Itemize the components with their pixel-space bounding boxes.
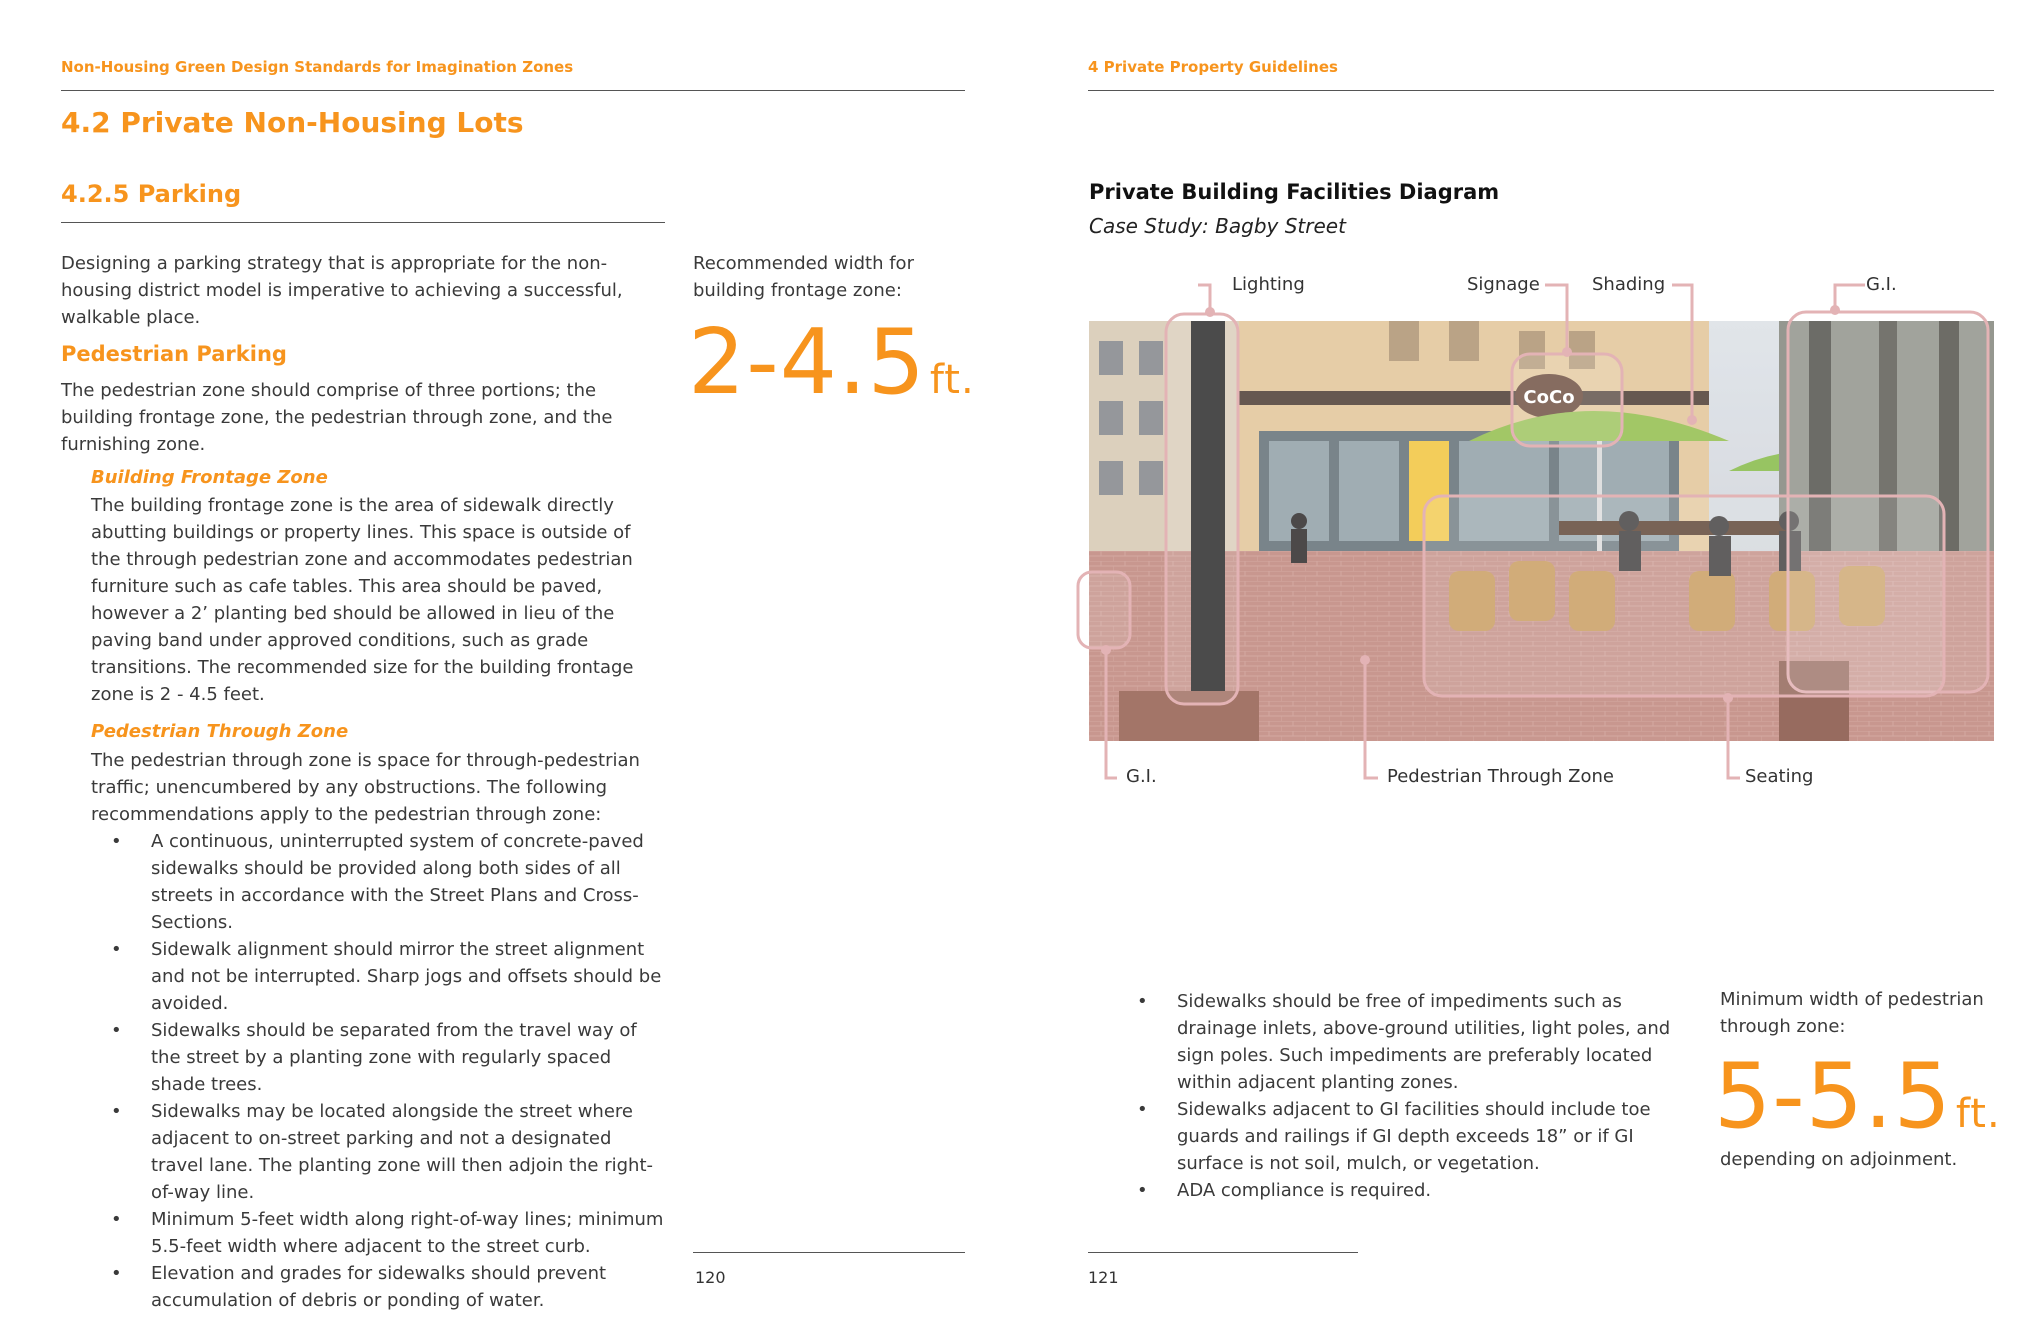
pedestrian-through-text: The pedestrian through zone is space for through-pedestrian traffic; unencumbered by any obstructions. The following recommendations apply to the pedestrian through zone: <box>91 750 640 825</box>
callout-seating: Seating <box>1745 766 1814 787</box>
diagram-title: Private Building Facilities Diagram <box>1089 180 1500 204</box>
pedestrian-parking-heading: Pedestrian Parking <box>61 342 287 366</box>
footer-rule-right <box>1088 1252 1358 1253</box>
running-head-right: 4 Private Property Guidelines <box>1088 58 1338 76</box>
diagram-subtitle: Case Study: Bagby Street <box>1089 214 1346 238</box>
page-number-right: 121 <box>1088 1268 1119 1287</box>
pedestrian-parking-text: The pedestrian zone should comprise of three portions; the building frontage zone, the pedestrian through zone, and the furnishing zone. <box>61 380 613 455</box>
running-head-left: Non-Housing Green Design Standards for Imagination Zones <box>61 58 574 76</box>
through-width-value: 5-5.5 <box>1714 1044 1952 1149</box>
frontage-width-label: Recommended width for building frontage zone: <box>693 253 914 301</box>
callout-lighting: Lighting <box>1232 274 1305 295</box>
callout-gi-bottom: G.I. <box>1126 766 1157 787</box>
list-item: • Sidewalk alignment should mirror the street alignment and not be interrupted. Sharp jogs and offsets should be avoided. <box>91 936 669 1017</box>
pedestrian-through-heading: Pedestrian Through Zone <box>91 721 349 742</box>
callout-through-zone: Pedestrian Through Zone <box>1387 766 1614 787</box>
list-item: • Sidewalks should be separated from the travel way of the street by a planting zone with regularly spaced shade trees. <box>91 1017 669 1098</box>
list-item: • Minimum 5-feet width along right-of-way lines; minimum 5.5-feet width where adjacent to the street curb. <box>91 1206 669 1260</box>
building-frontage-heading: Building Frontage Zone <box>91 467 328 488</box>
frontage-width-unit: ft. <box>929 357 975 403</box>
list-item: • A continuous, uninterrupted system of concrete-paved sidewalks should be provided along both sides of all streets in accordance with the Street Plans and Cross-Sections. <box>91 828 669 936</box>
section-title: 4.2 Private Non-Housing Lots <box>61 106 524 139</box>
subsection-title: 4.2.5 Parking <box>61 180 242 208</box>
through-width-note: depending on adjoinment. <box>1720 1149 1958 1170</box>
through-width-figure <box>1714 1044 2001 1149</box>
building-frontage-text: The building frontage zone is the area of sidewalk directly abutting buildings or property lines. This space is outside of the through pedestrian zone and accommodates pedestrian furniture such as cafe tables. This area should be paved, however a 2’ planting bed should be allowed in lieu of the paving band under approved conditions, such as grade transitions. The recommended size for the building frontage zone is 2 - 4.5 feet. <box>91 495 634 705</box>
list-item: • Sidewalks adjacent to GI facilities should include toe guards and railings if GI depth exceeds 18” or if GI surface is not soil, mulch, or vegetation. <box>1117 1096 1685 1177</box>
intro-paragraph: Designing a parking strategy that is appropriate for the non-housing district model is imperative to achieving a successful, walkable place. <box>61 253 623 328</box>
through-width-unit: ft. <box>1955 1091 2001 1137</box>
through-width-label: Minimum width of pedestrian through zone: <box>1720 989 1984 1037</box>
list-item: • ADA compliance is required. <box>1117 1177 1685 1204</box>
frontage-width-value: 2-4.5 <box>688 310 926 415</box>
callout-shading: Shading <box>1592 274 1666 295</box>
coco-sign-text: CoCo <box>1523 387 1575 408</box>
list-item: • Elevation and grades for sidewalks should prevent accumulation of debris or ponding of water. <box>91 1260 669 1314</box>
callout-signage: Signage <box>1467 274 1540 295</box>
page-number-left: 120 <box>695 1268 726 1287</box>
right-bullet-list <box>1117 988 1685 1204</box>
callout-gi-top: G.I. <box>1866 274 1897 295</box>
list-item: • Sidewalks should be free of impediments such as drainage inlets, above-ground utilities, light poles, and sign poles. Such impediments are preferably located within adjacent planting zones. <box>1117 988 1685 1096</box>
list-item: • Sidewalks may be located alongside the street where adjacent to on-street parking and not a designated travel lane. The planting zone will then adjoin the right-of-way line. <box>91 1098 669 1206</box>
